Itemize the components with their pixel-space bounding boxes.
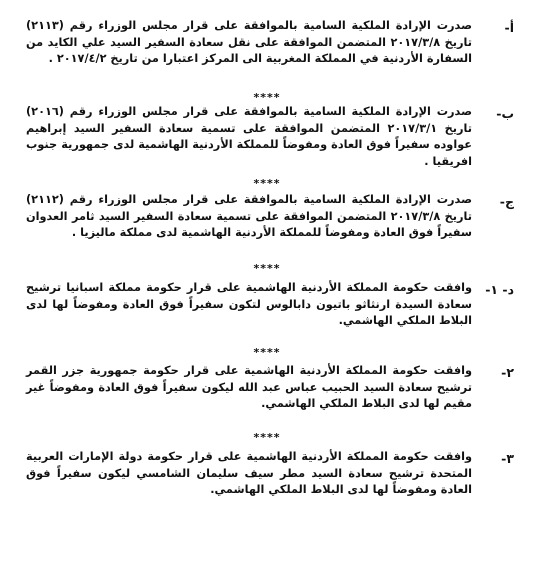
item-text: وافقت حكومة المملكة الأردنية الهاشمية على قرار حكومة جمهورية جزر القمر ترشيح سعادة السيد الحبيب عباس عبد الله ليكون سفيراً فوق العادة ومفوضاً غير مقيم لها لدى البلاط الملكي الهاشمي. (26, 364, 472, 410)
separator: **** (253, 91, 281, 104)
separator: **** (253, 262, 281, 275)
item-marker: د- ١- (485, 282, 514, 297)
item-marker: ج- (499, 194, 514, 209)
item-text: صدرت الإرادة الملكية السامية بالموافقة على قرار مجلس الوزراء رقم (٢٠١٦) تاريخ ٢٠١٧/٣/١ المتضمن الموافقة على تسمية سعادة السفير السيد إبراهيم عواوده سفيراً فوق العادة ومفوضاً للمملكة الأردنية الهاشمية لدى جمهورية جنوب افريقيا . (26, 105, 472, 168)
item-marker: ٢- (501, 365, 514, 380)
item-marker: أ- (504, 20, 514, 35)
separator: **** (253, 177, 281, 190)
decree-item-b (14, 104, 514, 170)
item-text: وافقت حكومة المملكة الأردنية الهاشمية على قرار حكومة مملكة اسبانيا ترشيح سعادة السيدة ارنثاثو باتيون دابالوس لتكون سفيراً فوق العادة ومفوضاً لها لدى البلاط الملكي الهاشمي. (26, 281, 472, 327)
approval-item-2 (14, 363, 514, 413)
decree-item-c (14, 192, 514, 242)
item-text: صدرت الإرادة الملكية السامية بالموافقة على قرار مجلس الوزراء رقم (٢١١٢) تاريخ ٢٠١٧/٣/٨ المتضمن الموافقة على تسمية سعادة السفير السيد ثامر العدوان سفيراً فوق العادة ومفوضاً للمملكة الأردنية الهاشمية لدى مملكة ماليزيا . (26, 193, 472, 239)
approval-item-1 (14, 280, 514, 330)
item-text: وافقت حكومة المملكة الأردنية الهاشمية على قرار حكومة دولة الإمارات العربية المتحدة ترشيح سعادة السيد مطر سيف سليمان الشامسي ليكون سفيراً فوق العادة ومفوضاً لها لدى البلاط الملكي الهاشمي. (26, 450, 472, 496)
item-text: صدرت الإرادة الملكية السامية بالموافقة على قرار مجلس الوزراء رقم (٢١١٣) تاريخ ٢٠١٧/٣/٨ المتضمن الموافقة على نقل سعادة السفير السيد علي الكايد من السفارة الأردنية في المملكة المغربية الى المركز اعتبارا من تاريخ ٢٠١٧/٤/٢ . (26, 19, 472, 65)
approval-item-3 (14, 449, 514, 499)
separator: **** (253, 431, 281, 444)
decree-item-a (14, 18, 514, 68)
item-marker: ب- (496, 106, 514, 121)
item-marker: ٣- (501, 451, 514, 466)
separator: **** (253, 346, 281, 359)
